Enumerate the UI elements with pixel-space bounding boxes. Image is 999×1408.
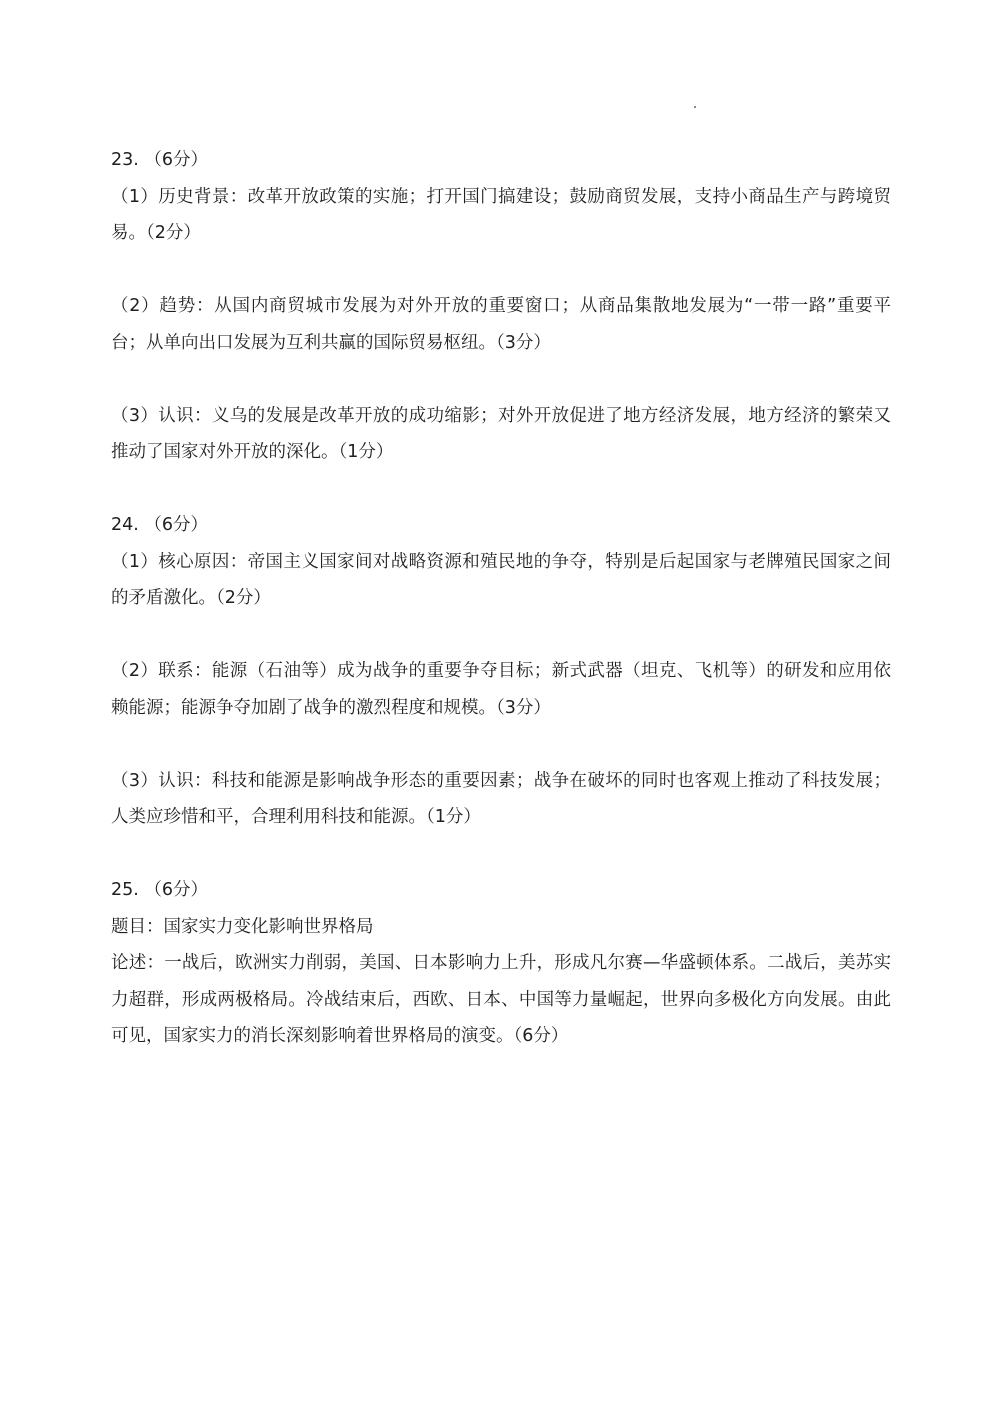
question-24-part-2: （2）联系：能源（石油等）成为战争的重要争夺目标；新式武器（坦克、飞机等）的研发和应用依赖能源；能源争夺加剧了战争的激烈程度和规模。（3分） xyxy=(111,661,891,718)
question-24-header: 24. （6分） xyxy=(111,515,209,535)
question-24-part-1: （1）核心原因：帝国主义国家间对战略资源和殖民地的争夺，特别是后起国家与老牌殖民国家之间的矛盾激化。（2分） xyxy=(111,551,891,608)
question-23 xyxy=(111,142,891,471)
question-24 xyxy=(111,507,891,836)
question-25-header: 25. （6分） xyxy=(111,880,209,900)
spacer xyxy=(111,361,891,398)
question-25-essay: 论述：一战后，欧洲实力削弱，美国、日本影响力上升，形成凡尔赛—华盛顿体系。二战后，美苏实力超群，形成两极格局。冷战结束后，西欧、日本、中国等力量崛起，世界向多极化方向发展。由此可见，国家实力的消长深刻影响着世界格局的演变。（6分） xyxy=(111,953,891,1046)
spacer xyxy=(111,252,891,289)
question-23-part-3: （3）认识：义乌的发展是改革开放的成功缩影；对外开放促进了地方经济发展，地方经济的繁荣又推动了国家对外开放的深化。（1分） xyxy=(111,405,891,462)
question-23-part-2: （2）趋势：从国内商贸城市发展为对外开放的重要窗口；从商品集散地发展为“一带一路”重要平台；从单向出口发展为互利共赢的国际贸易枢纽。（3分） xyxy=(111,296,891,353)
question-25-title: 题目：国家实力变化影响世界格局 xyxy=(111,916,374,937)
answer-content xyxy=(111,142,891,1055)
spacer xyxy=(111,836,891,873)
question-24-part-3: （3）认识：科技和能源是影响战争形态的重要因素；战争在破坏的同时也客观上推动了科技发展；人类应珍惜和平，合理利用科技和能源。（1分） xyxy=(111,770,891,827)
stray-dot-mark xyxy=(694,106,696,108)
spacer xyxy=(111,617,891,654)
question-23-part-1: （1）历史背景：改革开放政策的实施；打开国门搞建设；鼓励商贸发展，支持小商品生产与跨境贸易。（2分） xyxy=(111,186,891,243)
spacer xyxy=(111,726,891,763)
question-23-header: 23. （6分） xyxy=(111,150,209,170)
question-25 xyxy=(111,872,891,1055)
spacer xyxy=(111,471,891,508)
